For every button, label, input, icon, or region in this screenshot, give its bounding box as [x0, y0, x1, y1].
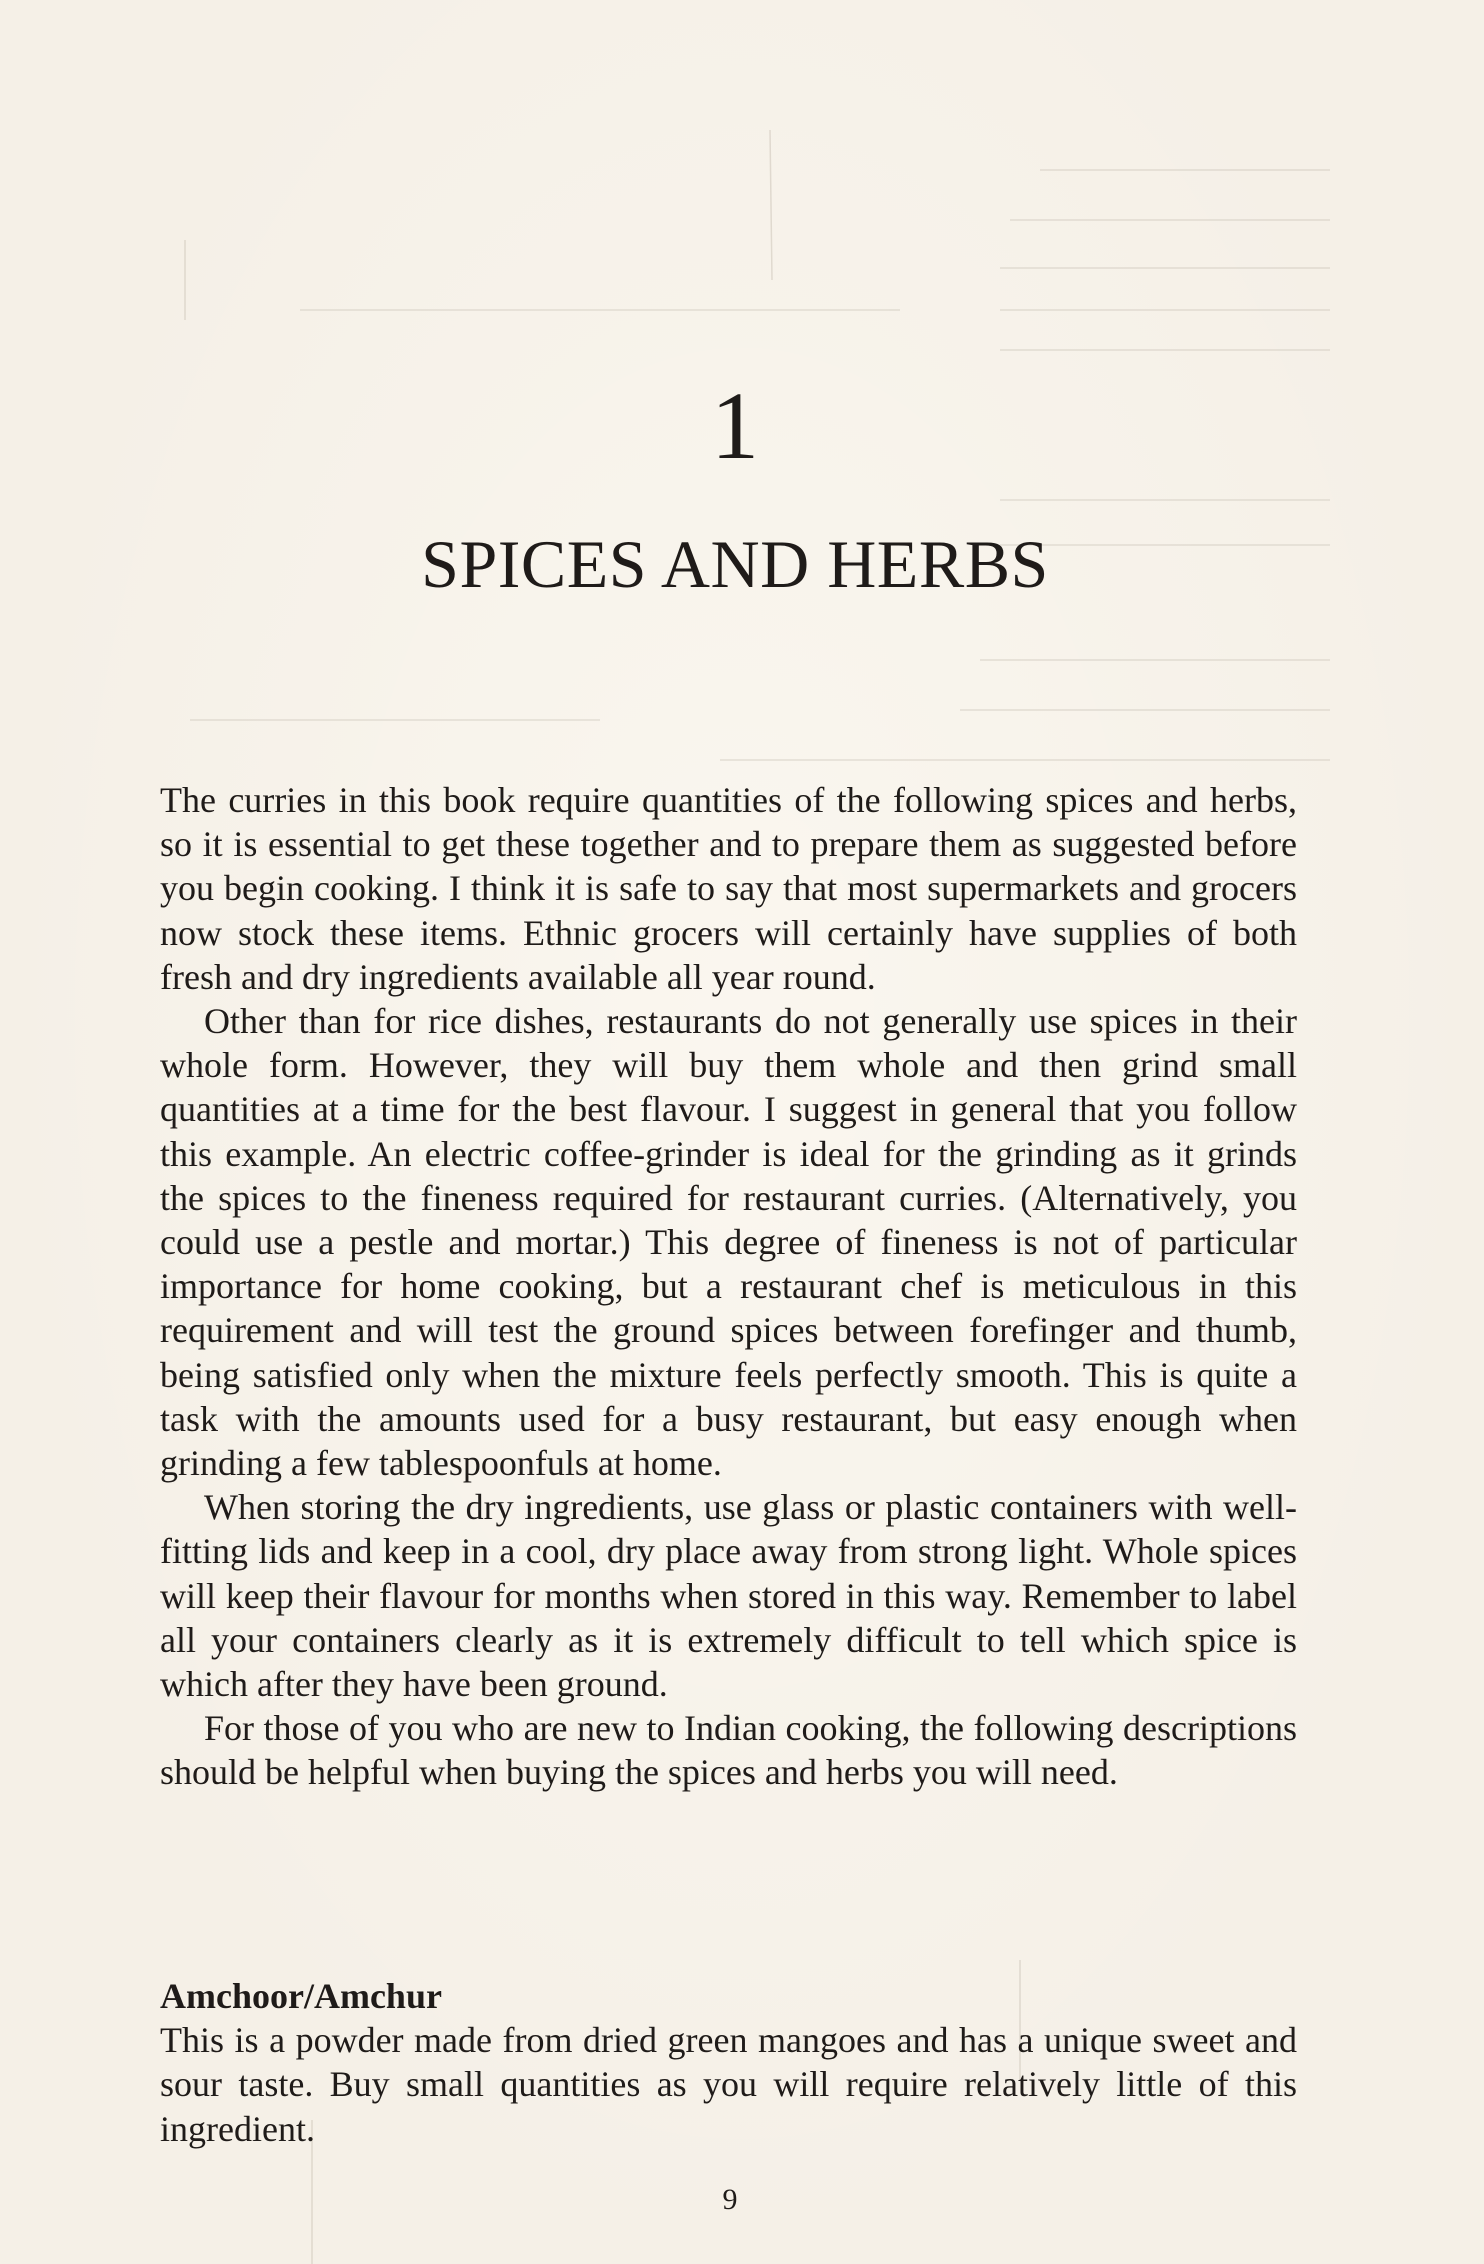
spice-entry-amchoor	[160, 1974, 1297, 2151]
paragraph: When storing the dry ingredients, use glass or plastic containers with well-fitting lids and keep in a cool, dry place away from strong light. Whole spices will keep their flavour for months when stored in this way. Remember to label all your containers clearly as it is extremely difficult to tell which spice is which after they have been ground.	[160, 1487, 1297, 1705]
chapter-title: SPICES AND HERBS	[421, 526, 1049, 602]
page-number: 9	[722, 2183, 738, 2216]
entry-text: This is a powder made from dried green mangoes and has a unique sweet and sour taste. Buy small quantities as you will require relatively little of this ingredient.	[160, 2020, 1297, 2149]
chapter-number: 1	[711, 372, 759, 479]
paragraph: For those of you who are new to Indian cooking, the following descriptions should be helpful when buying the spices and herbs you will need.	[160, 1708, 1297, 1793]
paragraph: The curries in this book require quantities of the following spices and herbs, so it is essential to get these together and to prepare them as suggested before you begin cooking. I think it is safe to say that most supermarkets and grocers now stock these items. Ethnic grocers will certainly have supplies of both fresh and dry ingredients available all year round.	[160, 780, 1297, 997]
entry-heading: Amchoor/Amchur	[160, 1976, 442, 2016]
body-text	[160, 778, 1297, 1795]
paragraph: Other than for rice dishes, restaurants do not generally use spices in their whole form. However, they will buy them whole and then grind small quantities at a time for the best flavour. I suggest in general that you follow this example. An electric coffee-grinder is ideal for the grinding as it grinds the spices to the fineness required for restaurant curries. (Alternatively, you could use a pestle and mortar.) This degree of fineness is not of particular importance for home cooking, but a restaurant chef is meticulous in this requirement and will test the ground spices between forefinger and thumb, being satisfied only when the mixture feels perfectly smooth. This is quite a task with the amounts used for a busy restaurant, but easy enough when grinding a few tablespoonfuls at home.	[160, 1001, 1297, 1484]
